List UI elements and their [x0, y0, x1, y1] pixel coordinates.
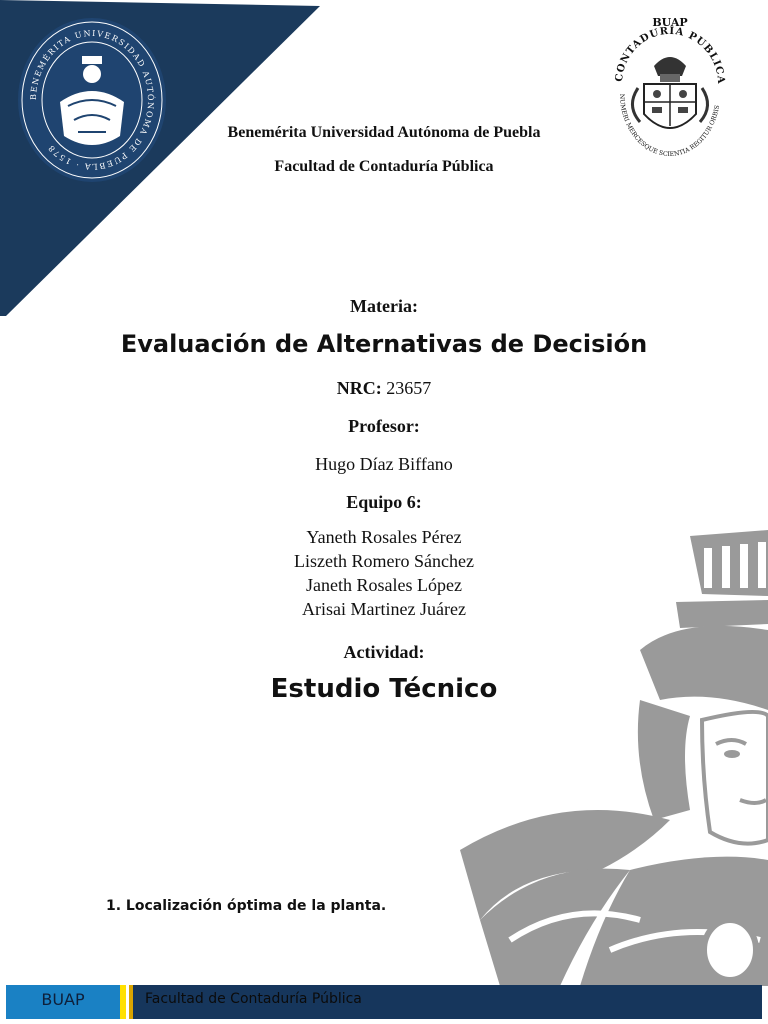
actividad-label: Actividad:: [343, 642, 425, 662]
seal-buap-text: BUAP: [652, 16, 688, 29]
team-member: Janeth Rosales López: [306, 575, 462, 595]
team-member: Liszeth Romero Sánchez: [294, 551, 474, 571]
faculty-name: Facultad de Contaduría Pública: [274, 158, 494, 175]
seal-text: BENEMÉRITA UNIVERSIDAD AUTÓNOMA DE PUEBLA · 1578: [28, 28, 156, 172]
profesor-name: Hugo Díaz Biffano: [315, 454, 453, 474]
nrc-label: NRC:: [336, 378, 382, 398]
footer-faculty: Facultad de Contaduría Pública: [133, 985, 762, 1019]
team-list: [0, 525, 768, 621]
footer-buap: BUAP: [6, 985, 120, 1019]
nrc-line: [0, 378, 768, 399]
materia-value: Evaluación de Alternativas de Decisión: [120, 330, 648, 358]
footer-bar: [6, 985, 762, 1019]
profesor-label: Profesor:: [348, 416, 420, 436]
university-name: Benemérita Universidad Autónoma de Puebla: [227, 124, 541, 141]
team-member: Arisai Martinez Juárez: [302, 599, 466, 619]
actividad-title: Estudio Técnico: [270, 674, 498, 704]
list-item: 1. Localización óptima de la planta.: [106, 898, 387, 914]
equipo-label: Equipo 6:: [346, 492, 422, 512]
faculty-seal-logo: [608, 14, 732, 174]
seal-motto-text: NUMERI MERCESQUE SCIENTIA REGITUR ORBIS: [617, 93, 722, 159]
nrc-value: 23657: [386, 378, 432, 398]
seal-arc-text: CONTADURIA PUBLICA: [613, 25, 727, 85]
team-member: Yaneth Rosales Pérez: [306, 527, 462, 547]
materia-label: Materia:: [350, 296, 418, 316]
